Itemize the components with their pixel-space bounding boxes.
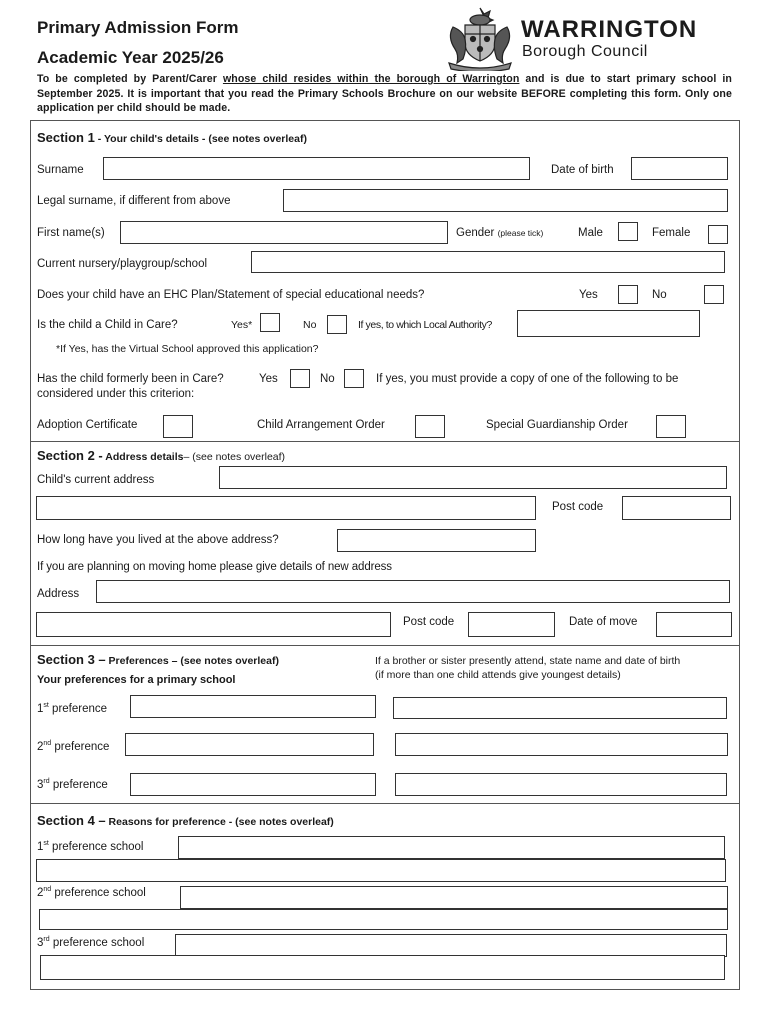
first-names-input[interactable] [120,221,448,244]
pref3-label: 3rd preference [37,778,108,791]
ehc-no-checkbox[interactable] [704,285,724,304]
arrangement-label: Child Arrangement Order [257,419,385,431]
guardianship-label: Special Guardianship Order [486,419,628,431]
first-names-label: First name(s) [37,227,105,239]
new-post-code-input[interactable] [468,612,555,637]
date-of-move-input[interactable] [656,612,732,637]
child-in-care-yes-checkbox[interactable] [260,313,280,332]
sibling-note-1: If a brother or sister presently attend, state name and date of birth [375,655,681,667]
how-long-label: How long have you lived at the above address? [37,534,279,546]
adoption-label: Adoption Certificate [37,419,138,431]
surname-input[interactable] [103,157,530,180]
male-checkbox[interactable] [618,222,638,241]
dob-label: Date of birth [551,164,614,176]
male-label: Male [578,227,603,239]
reason3-text-input[interactable] [40,955,725,980]
post-code-label: Post code [552,501,604,513]
council-name: WARRINGTON [521,16,698,43]
academic-year: Academic Year 2025/26 [37,48,224,67]
child-in-care-no-checkbox[interactable] [327,315,347,334]
pref1-label: 1st preference [37,702,108,715]
pref2-label: 2nd preference [37,740,110,753]
moving-label: If you are planning on moving home please give details of new address [37,561,392,573]
gender-label: Gender (please tick) [456,227,544,239]
sibling-note-2: (if more than one child attends give youngest details) [375,669,621,681]
date-of-move-label: Date of move [569,616,638,628]
formerly-yes-label: Yes [259,373,278,385]
section-2-heading: Section 2 - Address details– (see notes overleaf) [37,448,286,463]
legal-surname-input[interactable] [283,189,728,212]
pref2-school-input[interactable] [125,733,374,756]
virtual-school-note: *If Yes, has the Virtual School approved this application? [56,343,319,355]
current-address-line2-input[interactable] [36,496,536,520]
section-3-heading: Section 3 – Preferences – (see notes overleaf) [37,652,279,667]
ehc-no-label: No [652,289,667,301]
reason2-text-input[interactable] [39,909,728,930]
dob-input[interactable] [631,157,728,180]
arrangement-checkbox[interactable] [415,415,445,438]
reason2-label: 2nd preference school [37,886,146,899]
reason1-school-input[interactable] [178,836,725,859]
pref2-sibling-input[interactable] [395,733,728,756]
adoption-checkbox[interactable] [163,415,193,438]
coat-of-arms-icon [443,5,517,71]
new-address-line2-input[interactable] [36,612,391,637]
reason1-label: 1st preference school [37,840,144,853]
post-code-input[interactable] [622,496,731,520]
formerly-yes-checkbox[interactable] [290,369,310,388]
how-long-input[interactable] [337,529,536,552]
intro-text: To be completed by Parent/Carer whose child resides within the borough of Warrington and is due to start primary school in September 2025. It is important that you read the Primary Schools Brochure on our website BEFORE completing this form. Only one application per child should be made. [37,73,732,114]
new-address-label: Address [37,588,80,600]
reason3-school-input[interactable] [175,934,727,957]
child-in-care-no-label: No [303,319,317,331]
new-address-input[interactable] [96,580,730,603]
council-subtitle: Borough Council [522,43,648,60]
section-divider [30,803,740,804]
section-divider [30,645,740,646]
pref1-sibling-input[interactable] [393,697,727,719]
formerly-note: If yes, you must provide a copy of one of the following to be [376,373,679,385]
section-4-heading: Section 4 – Reasons for preference - (see notes overleaf) [37,813,334,828]
ehc-label: Does your child have an EHC Plan/Statement of special educational needs? [37,289,425,301]
nursery-label: Current nursery/playgroup/school [37,258,208,270]
reason1-text-input[interactable] [36,859,726,882]
new-post-code-label: Post code [403,616,455,628]
formerly-in-care-label: Has the child formerly been in Care? [37,373,224,385]
formerly-no-checkbox[interactable] [344,369,364,388]
pref3-school-input[interactable] [130,773,376,796]
local-authority-input[interactable] [517,310,700,337]
reason2-school-input[interactable] [180,886,728,909]
pref3-sibling-input[interactable] [395,773,727,796]
guardianship-checkbox[interactable] [656,415,686,438]
ehc-yes-checkbox[interactable] [618,285,638,304]
female-checkbox[interactable] [708,225,728,244]
nursery-input[interactable] [251,251,725,273]
legal-surname-label: Legal surname, if different from above [37,195,231,207]
current-address-label: Child's current address [37,474,155,486]
formerly-note-2: considered under this criterion: [37,388,195,400]
section-divider [30,441,740,442]
current-address-input[interactable] [219,466,727,489]
your-preferences-label: Your preferences for a primary school [37,674,236,686]
formerly-no-label: No [320,373,335,385]
section-1-heading: Section 1 - Your child's details - (see notes overleaf) [37,130,307,145]
reason3-label: 3rd preference school [37,936,145,949]
child-in-care-label: Is the child a Child in Care? [37,319,178,331]
which-authority-label: If yes, to which Local Authority? [358,319,492,331]
pref1-school-input[interactable] [130,695,376,718]
surname-label: Surname [37,164,84,176]
ehc-yes-label: Yes [579,289,598,301]
female-label: Female [652,227,691,239]
child-in-care-yes-label: Yes* [231,319,253,331]
form-title: Primary Admission Form [37,18,239,37]
